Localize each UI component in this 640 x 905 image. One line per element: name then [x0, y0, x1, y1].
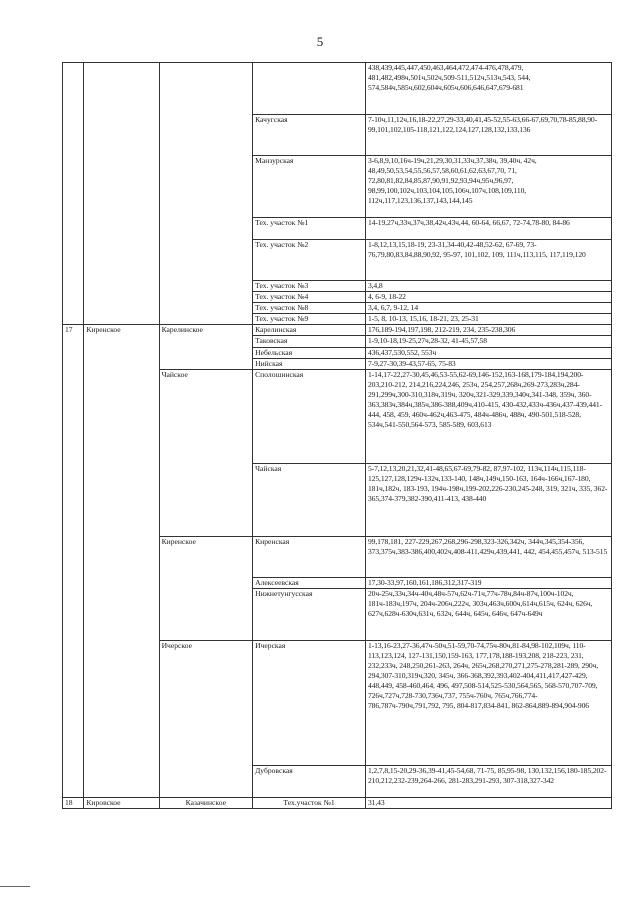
area-cell: Ичерская — [253, 640, 366, 765]
area-cell: Нижнетунгусская — [253, 588, 366, 640]
settlement-cell: Карелинское — [159, 325, 253, 369]
quarter-codes-cell: 31,43 — [365, 797, 611, 808]
table-row — [63, 325, 612, 336]
area-cell: Дубровская — [253, 765, 366, 797]
area-cell: Тех. участок №3 — [253, 281, 366, 292]
area-cell — [253, 63, 366, 115]
area-cell: Тех. участок №8 — [253, 303, 366, 314]
quarter-codes-cell: 20ч-25ч,33ч,34ч-40ч,48ч-57ч,62ч-71ч,77ч-78ч,84ч-87ч,100ч-102ч, 181ч-183ч,197ч, 204ч-206ч,222ч, 303ч,463ч,600ч,614ч,615ч, 624ч, 626ч, 627ч,628ч-630ч,631ч, 632ч, 644ч, 645ч, 646ч, 647ч-649ч — [365, 588, 611, 640]
area-cell: Качугская — [253, 115, 366, 156]
quarter-codes-cell: 1,2,7,8,15-20,29-36,39-41,45-54,68, 71-75, 85,95-98, 130,132,156,180-185,202-210,212,232-239,264-266, 281-283,291-293, 307-318,327-342 — [365, 765, 611, 797]
row-number-cell: 18 — [63, 797, 84, 808]
quarter-codes-cell: 1-9,10-18,19-25,27ч,28-32, 41-45,57,58 — [365, 336, 611, 347]
area-cell: Небельская — [253, 347, 366, 358]
table-row — [63, 797, 612, 808]
quarter-codes-cell: 14-19,27ч,33ч,37ч,38,42ч,43ч,44, 60-64, 66,67, 72-74,78-80, 84-86 — [365, 218, 611, 240]
row-number-cell: 17 — [63, 325, 84, 797]
area-cell: Чайская — [253, 463, 366, 536]
area-cell: Сполошинская — [253, 369, 366, 463]
area-cell: Манзурская — [253, 156, 366, 218]
settlement-cell: Чайское — [159, 369, 253, 536]
quarter-codes-cell: 1-13,16-23,27-36,47ч-50ч,51-59,70-74,75ч-80ч,81-84,98-102,109ч, 110-113,123,124, 127-131,150,159-163, 177,178,188-193,208, 218-223, 231, 232,233ч, 248,250,261-263, 264ч, 265ч,268,270,271,275-278,281-289, 290ч, 294,307-310,319ч,320, 345ч, 366-368,392,393,402-404,411,417,427-429, 448,449, 458-460,464, 496, 497,508-514,525-530,564,565, 568-570,707-709, 726ч,727ч,728-730,736ч,737, 755ч-760ч, 765ч,766,774-786,787ч-790ч,791,792, 795, 804-817,834-841, 862-864,889-894,904-906 — [365, 640, 611, 765]
quarter-codes-cell: 3,4,8 — [365, 281, 611, 292]
footer-rule — [0, 886, 30, 887]
page-number: 5 — [316, 34, 324, 49]
area-cell: Алексеевская — [253, 577, 366, 588]
district-cell: Кировское — [84, 797, 159, 808]
area-cell: Тех.участок №1 — [253, 797, 366, 808]
area-cell: Тех. участок №2 — [253, 240, 366, 281]
table-row — [63, 63, 612, 115]
settlement-cell: Киренское — [159, 536, 253, 640]
district-cell: Киренское — [84, 325, 159, 797]
area-cell: Тех. участок №1 — [253, 218, 366, 240]
quarter-codes-cell: 17,30-33,97,160,161,186,312,317-319 — [365, 577, 611, 588]
settlement-cell: Казачинское — [159, 797, 253, 808]
quarter-codes-cell: 7-9,27-30,39-43,57-65, 75-83 — [365, 358, 611, 369]
quarter-codes-cell: 1-14,17-22,27-30,45,46,53-55,62-69,146-152,163-168,179-184,194,200-203,210-212, 214,216,224,246, 253ч, 254,257,268ч,269-273,283ч,284-291,299ч,300-310,318ч,319ч, 320ч,321-329,339,340ч,341-348, 359ч, 360-363,383ч,384ч,385ч,386-388,409ч,410-415, 430-432,433ч-436ч,437-439,441-444, 458, 459, 460ч-462ч,463-475, 484ч-486ч, 488ч, 490-501,518-528, 534ч,541-550,564-573, 585-589, 603,613 — [365, 369, 611, 463]
quarter-codes-cell: 5-7,12,13,20,21,32,41-48,65,67-69,79-82, 87,97-102, 113ч,114ч,115,118-125,127,128,129ч-132ч,133-140, 148ч,149ч,150-163, 164ч-166ч,167-180, 181ч,182ч, 183-193, 194ч-198ч,199-202,226-230,245-248, 319, 321ч, 335, 362-365,374-379,382-390,411-413, 438-440 — [365, 463, 611, 536]
area-cell: Тех. участок №9 — [253, 314, 366, 325]
forest-areas-table — [62, 62, 612, 809]
quarter-codes-cell: 438,439,445,447,450,463,464,472,474-476,478,479, 481,482,498ч,501ч,502ч,509-511,512ч,513ч,543, 544, 574,584ч,585ч,602,604ч,605ч,606,646,647,679-681 — [365, 63, 611, 115]
quarter-codes-cell: 4, 6-9, 18-22 — [365, 292, 611, 303]
quarter-codes-cell: 3,4, 6,7, 9-12, 14 — [365, 303, 611, 314]
area-cell: Нийская — [253, 358, 366, 369]
quarter-codes-cell: 1-8,12,13,15,18-19, 23-31,34-40,42-48,52-62, 67-69, 73-76,79,80,83,84,88,90,92, 95-97, 101,102, 109, 111ч,113,115, 117,119,120 — [365, 240, 611, 281]
settlement-cell: Ичерское — [159, 640, 253, 797]
area-cell: Таковская — [253, 336, 366, 347]
quarter-codes-cell: 3-6,8,9,10,16ч-19ч,21,29,30,31,33ч,37,38ч, 39,40ч, 42ч, 48,49,50,53,54,55,56,57,58,60,61,62,63,67,70, 71, 72,80,81,82,84,85,87,90,91,92,93,94ч,95ч,96,97, 98,99,100,102ч,103,104,105,106ч,107ч,108,109,110, 112ч,117,123,136,137,143,144,145 — [365, 156, 611, 218]
quarter-codes-cell: 1-5, 8, 10-13, 15,16, 18-21, 23, 25-31 — [365, 314, 611, 325]
quarter-codes-cell: 7-10ч,11,12ч,16,18-22,27,29-33,40,41,45-52,55-63,66-67,69,70,78-85,88,90-99,101,102,105-118,121,122,124,127,128,132,133,136 — [365, 115, 611, 156]
area-cell: Тех. участок №4 — [253, 292, 366, 303]
area-cell: Карелинская — [253, 325, 366, 336]
quarter-codes-cell: 436,437,530,552, 553ч — [365, 347, 611, 358]
area-cell: Киренская — [253, 536, 366, 577]
quarter-codes-cell: 176,189-194,197,198, 212-219, 234, 235-238,306 — [365, 325, 611, 336]
quarter-codes-cell: 99,178,181, 227-229,267,268,296-298,323-326,342ч, 344ч,345,354-356, 373,375ч,383-386,400,402ч,408-411,429ч,439,441, 442, 454,455,457ч, 513-515 — [365, 536, 611, 577]
